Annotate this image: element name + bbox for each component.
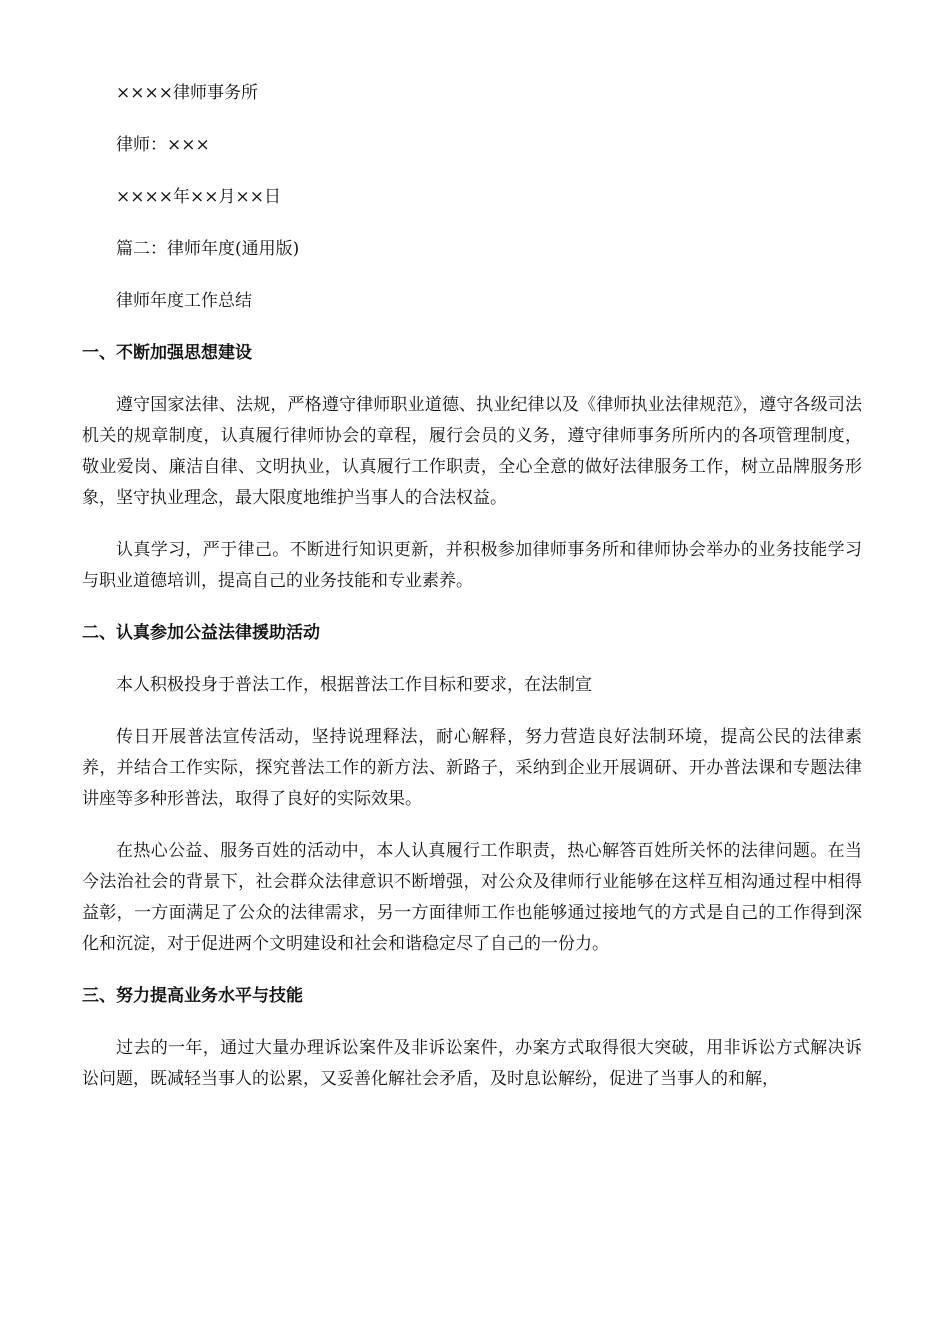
- section-1-paragraph-1: 遵守国家法律、法规，严格遵守律师职业道德、执业纪律以及《律师执业法律规范》，遵守各级司法机关的规章制度，认真履行律师协会的章程，履行会员的义务，遵守律师事务所所内的各项管理制度，敬业爱岗、廉洁自律、文明执业，认真履行工作职责，全心全意的做好法律服务工作，树立品牌服务形象，坚守执业理念，最大限度地维护当事人的合法权益。: [82, 395, 862, 508]
- section-3-paragraph-1: 过去的一年，通过大量办理诉讼案件及非诉讼案件，办案方式取得很大突破，用非诉讼方式解决诉讼问题，既减轻当事人的讼累，又妥善化解社会矛盾，及时息讼解纷，促进了当事人的和解，: [82, 1038, 862, 1089]
- chapter-title: 篇二：律师年度(通用版): [116, 239, 300, 259]
- date-line: ××××年××月××日: [116, 187, 281, 207]
- section-heading-3: 三、努力提高业务水平与技能: [82, 986, 303, 1006]
- section-heading-2: 二、认真参加公益法律援助活动: [82, 623, 320, 643]
- lawyer-signature: 律师：×××: [116, 135, 210, 155]
- section-2-paragraph-3: 在热心公益、服务百姓的活动中，本人认真履行工作职责，热心解答百姓所关怀的法律问题。在当今法治社会的背景下，社会群众法律意识不断增强，对公众及律师行业能够在这样互相沟通过程中相得益彰，一方面满足了公众的法律需求，另一方面律师工作也能够通过接地气的方式是自己的工作得到深化和沉淀，对于促进两个文明建设和社会和谐稳定尽了自己的一份力。: [82, 841, 862, 954]
- section-2-paragraph-2: 传日开展普法宣传活动，坚持说理释法，耐心解释，努力营造良好法制环境，提高公民的法律素养，并结合工作实际，探究普法工作的新方法、新路子，采纳到企业开展调研、开办普法课和专题法律讲座等多种形普法，取得了良好的实际效果。: [82, 727, 862, 809]
- section-2-paragraph-1: 本人积极投身于普法工作，根据普法工作目标和要求，在法制宣: [116, 675, 592, 695]
- document-body: [82, 78, 862, 1116]
- document-title: 律师年度工作总结: [116, 291, 252, 311]
- section-1-paragraph-2: 认真学习，严于律己。不断进行知识更新，并积极参加律师事务所和律师协会举办的业务技能学习与职业道德培训，提高自己的业务技能和专业素养。: [82, 540, 862, 591]
- section-heading-1: 一、不断加强思想建设: [82, 343, 252, 363]
- firm-name: ××××律师事务所: [116, 83, 258, 103]
